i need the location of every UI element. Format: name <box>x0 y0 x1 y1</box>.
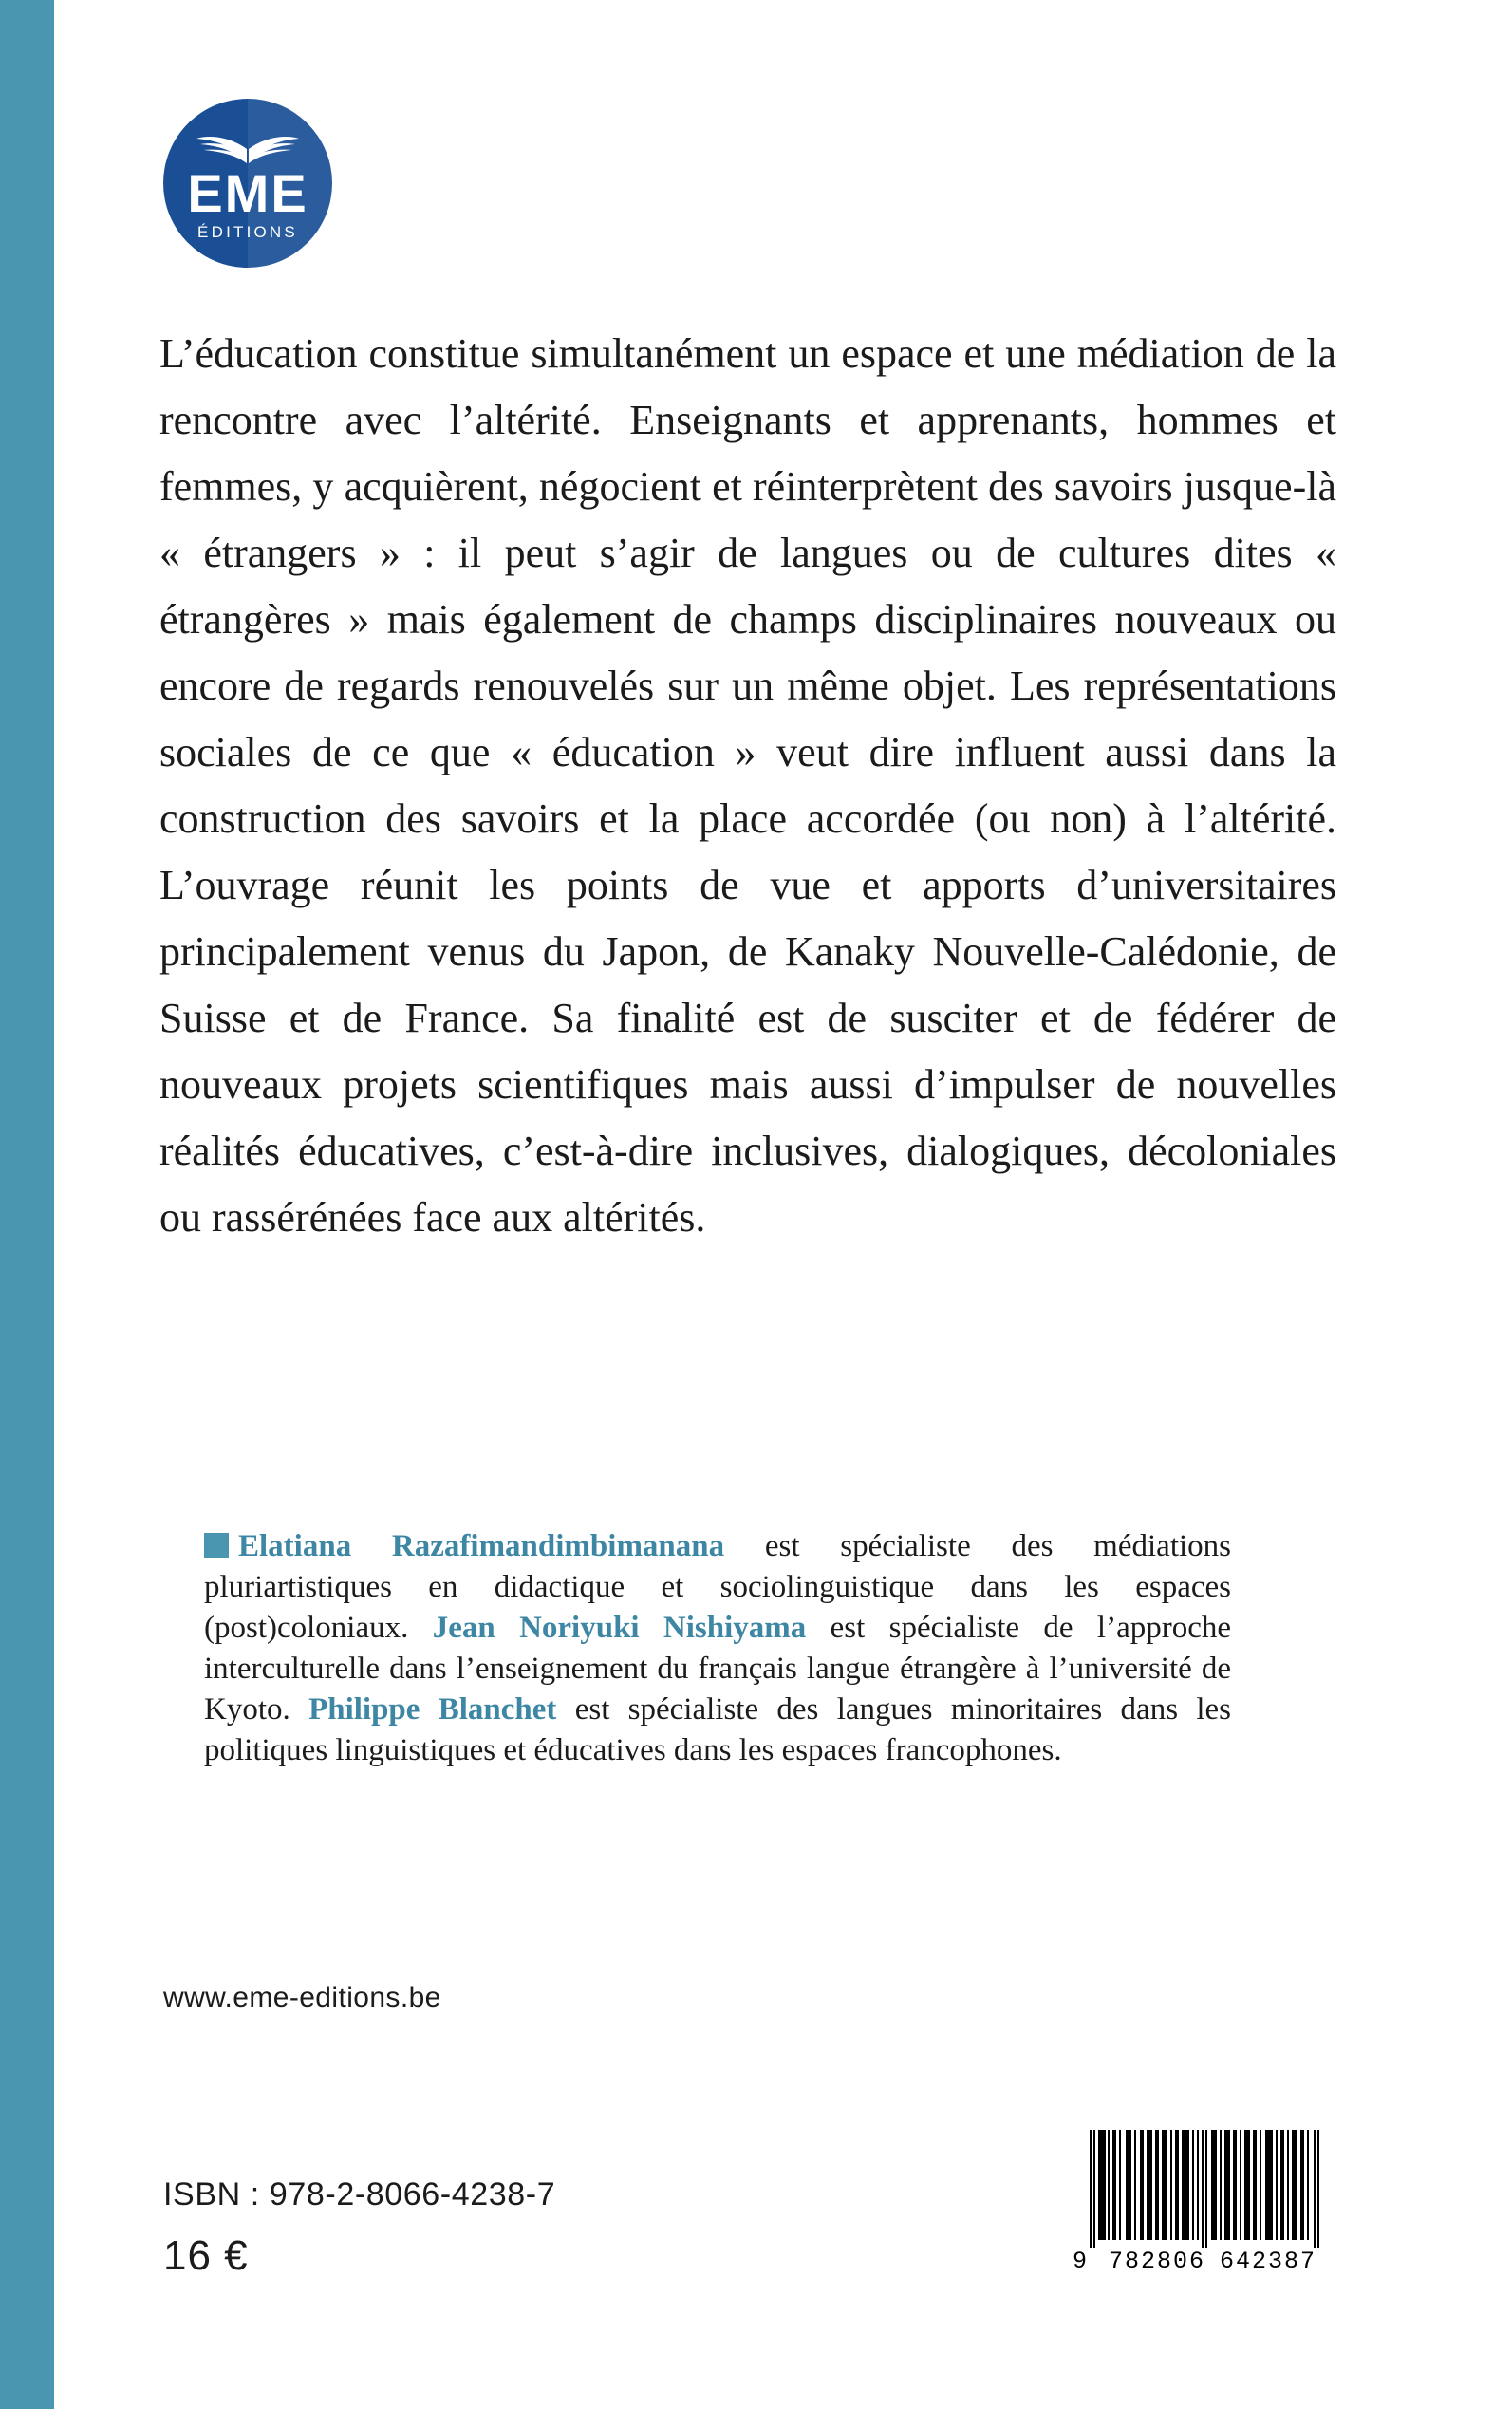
bio-text-1: est spécialiste des médiations pluriartistiques en didactique et sociolinguistique dans les espaces (post)coloniaux. <box>204 1529 1231 1645</box>
isbn-text: ISBN : 978-2-8066-4238-7 <box>163 2176 556 2213</box>
publisher-website[interactable]: www.eme-editions.be <box>163 1982 441 2013</box>
author-biographies <box>204 1526 1231 1771</box>
bio-text-2: est spécialiste de l’approche interculturelle dans l’enseignement du français langue étrangère à l’université de Kyoto. <box>204 1611 1231 1727</box>
brand-stripe <box>0 0 54 2409</box>
author-name-blanchet: Philippe Blanchet <box>308 1692 557 1727</box>
open-book-icon <box>187 123 308 165</box>
author-name-nishiyama: Jean Noriyuki Nishiyama <box>432 1611 807 1645</box>
book-description: L’éducation constitue simultanément un espace et une médiation de la rencontre avec l’altérité. Enseignants et apprenants, hommes et femmes, y acquièrent, négocient et réinterprètent des savoirs jusque-là « étrangers » : il peut s’agir de langues ou de cultures dites « étrangères » mais également de champs disciplinaires nouveaux ou encore de regards renouvelés sur un même objet. Les représentations sociales de ce que « éducation » veut dire influent aussi dans la construction des savoirs et la place accordée (ou non) à l’altérité. L’ouvrage réunit les points de vue et apports d’universitaires principalement venus du Japon, de Kanaky Nouvelle-Calédonie, de Suisse et de France. Sa finalité est de susciter et de fédérer de nouveaux projets scientifiques mais aussi d’impulser de nouvelles réalités éducatives, c’est-à-dire inclusives, dialogiques, décoloniales ou rassérénées face aux altérités. <box>159 330 1336 1241</box>
author-name-razafimandimbimanana: Elatiana Razafimandimbimanana <box>238 1529 725 1563</box>
barcode-lead-digit: 9 <box>1073 2248 1088 2275</box>
bullet-square-icon <box>204 1533 229 1558</box>
barcode-digits <box>1073 2244 1329 2276</box>
bio-text-3: est spécialiste des langues minoritaires dans les politiques linguistiques et éducatives dans les espaces francophones. <box>204 1692 1231 1767</box>
logo-wordmark: EME <box>187 163 308 223</box>
publisher-logo <box>163 99 332 268</box>
price-text: 16 € <box>163 2232 249 2279</box>
ean13-barcode <box>1073 2130 1329 2296</box>
barcode-right-group: 642387 <box>1220 2248 1317 2275</box>
barcode-bars <box>1090 2130 1329 2248</box>
barcode-left-group: 782806 <box>1109 2248 1206 2275</box>
logo-subtitle: ÉDITIONS <box>197 223 298 241</box>
